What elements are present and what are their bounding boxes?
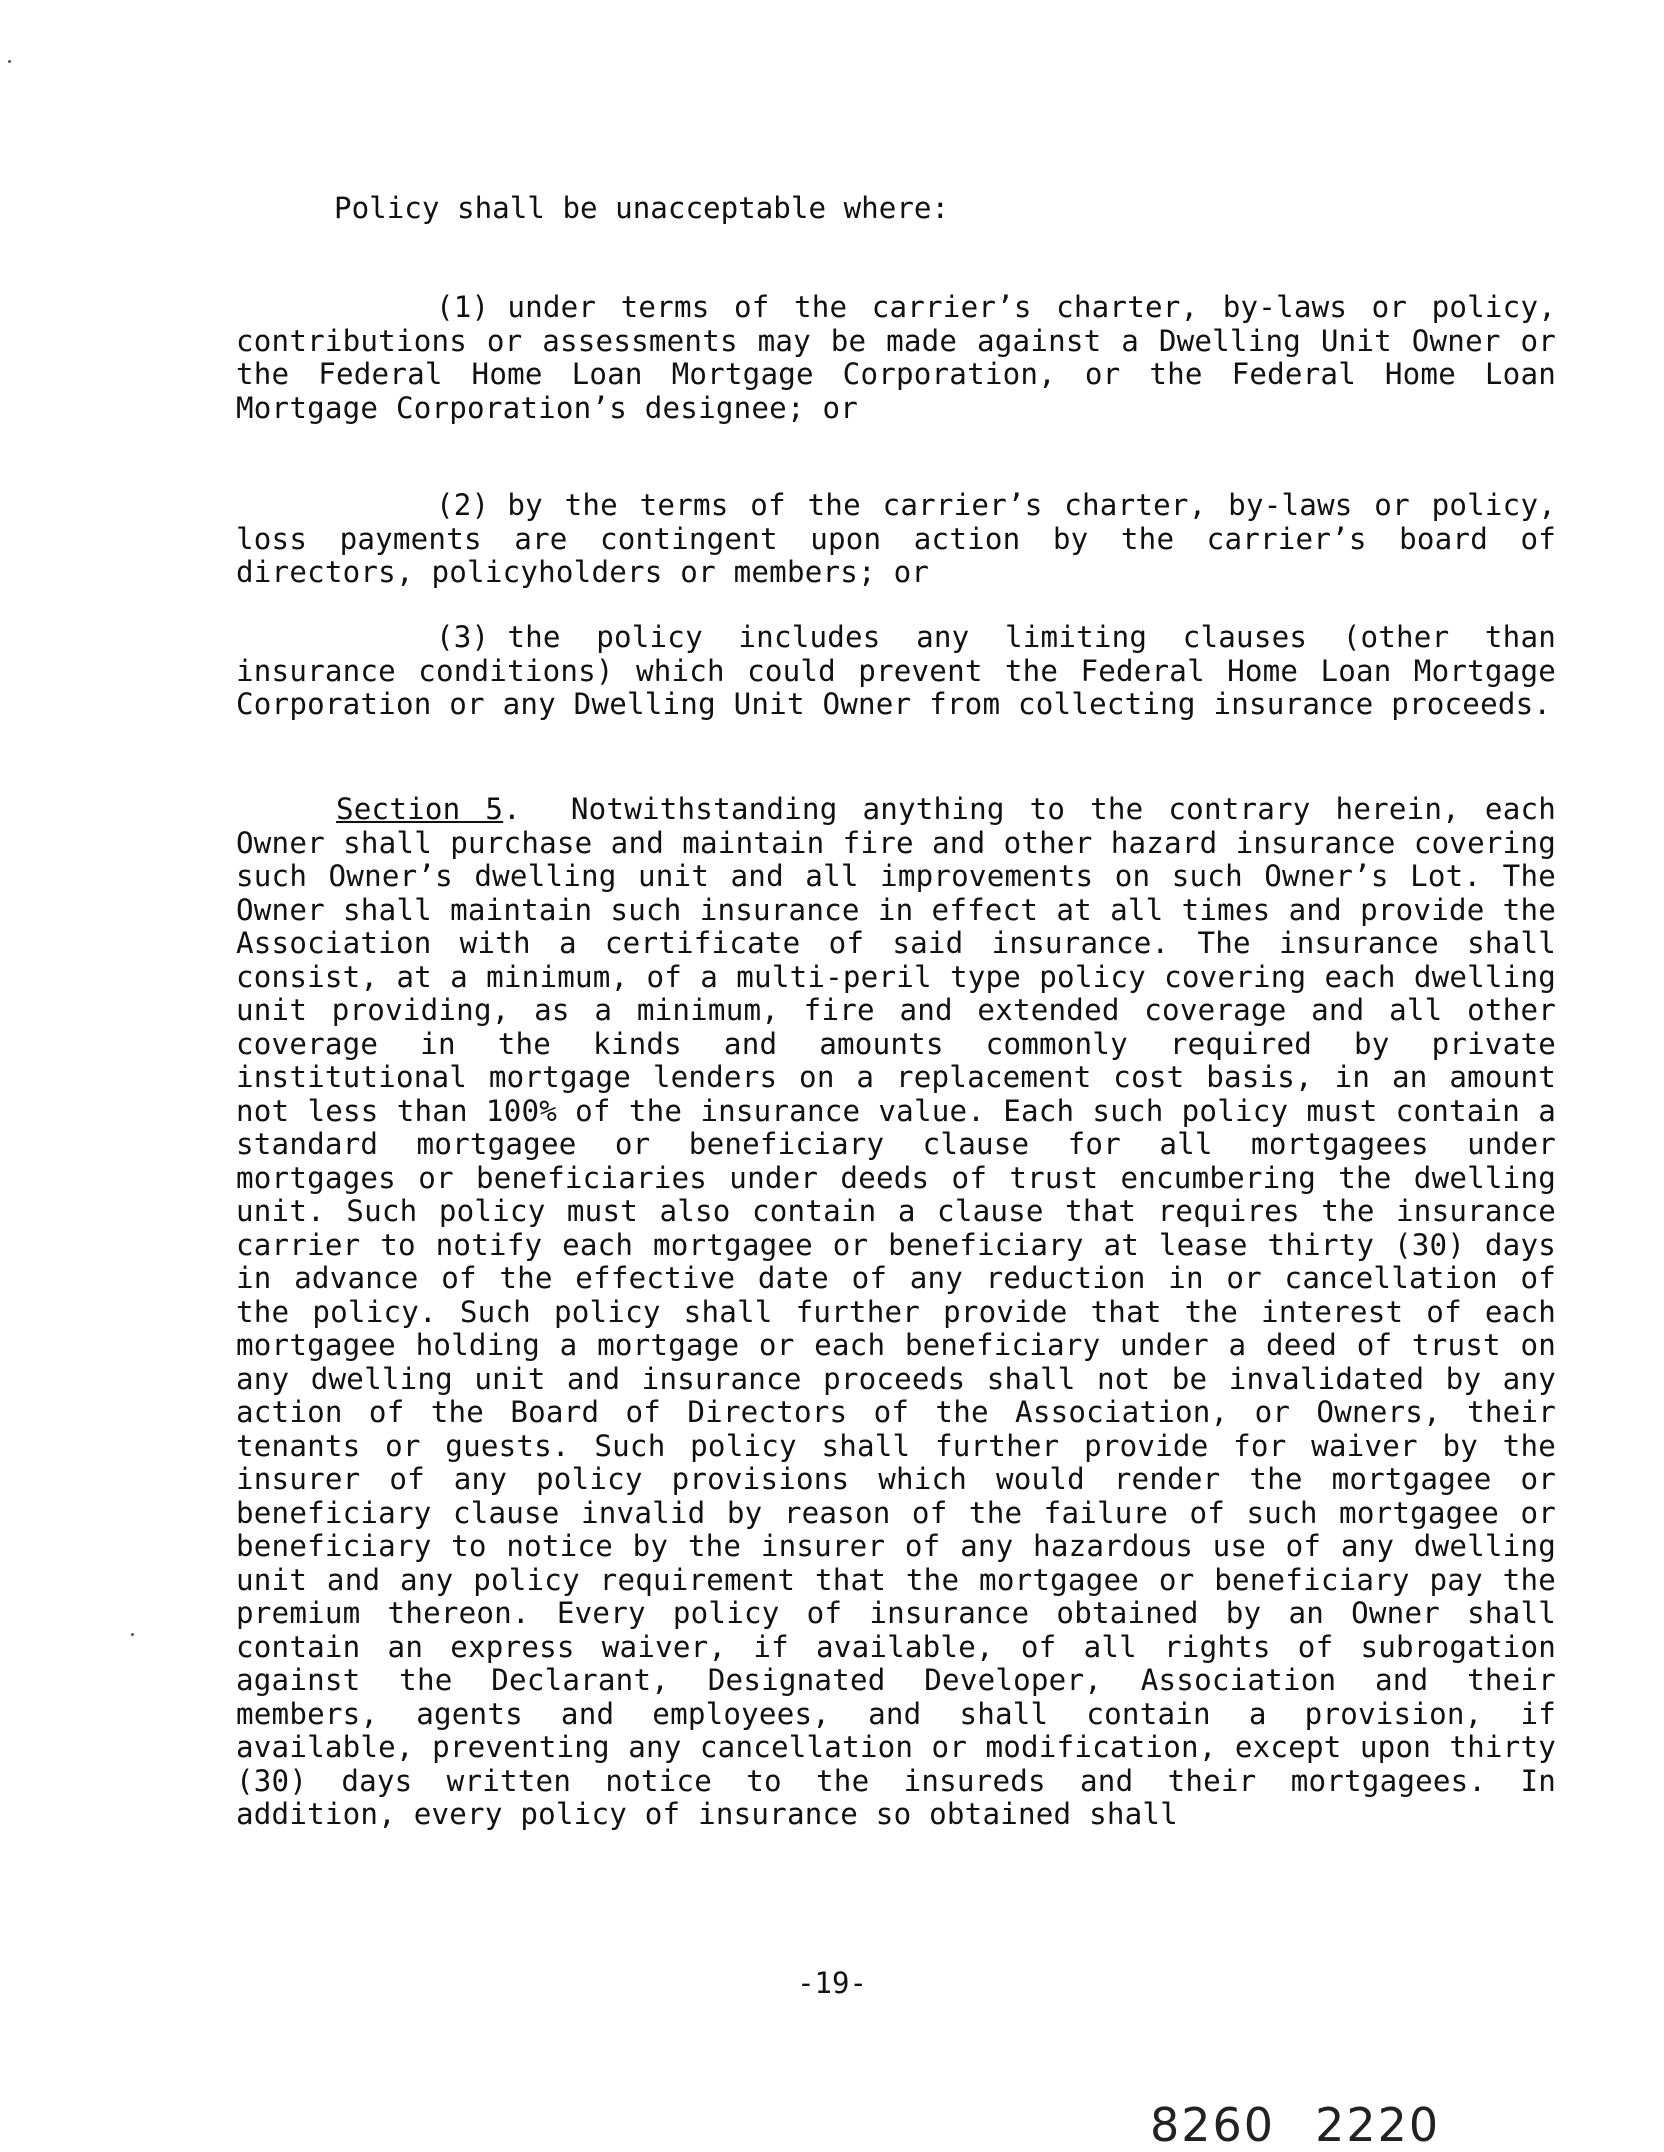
doc-id-book: 8260 xyxy=(1150,2098,1276,2152)
clause-item-2-text xyxy=(236,489,1556,590)
scan-speck xyxy=(8,60,11,63)
section-5 xyxy=(236,764,1556,1861)
clause-item-3-number: (3) xyxy=(436,620,490,655)
page-number: -19- xyxy=(797,1966,867,2000)
doc-id-page: 2220 xyxy=(1315,2098,1441,2152)
clause-item-1-text xyxy=(236,291,1556,425)
section-5-body: Notwithstanding anything to the contrary herein, each Owner shall purchase and maintain fire and other hazard insurance covering such Owner’s dwelling unit and all improvements on such Owner’s Lot. The Owner shall maintain such insurance in effect at all times and provide the Association with a certificate of said insurance. The insurance shall consist, at a minimum, of a multi-peril type policy covering each dwelling unit providing, as a minimum, fire and extended coverage and all other coverage in the kinds and amounts commonly required by private institutional mortgage lenders on a replacement cost basis, in an amount not less than 100% of the insurance value. Each such policy must contain a standard mortgagee or beneficiary clause for all mortgagees under mortgages or beneficiaries under deeds of trust encumbering the dwelling unit. Such policy must also contain a clause that requires the insurance carrier to notify each mortgagee or beneficiary at lease thirty (30) days in advance of the effective date of any reduction in or cancellation of the policy. Such policy shall further provide that the interest of each mortgagee holding a mortgage or each beneficiary under a deed of trust on any dwelling unit and insurance proceeds shall not be invalidated by any action of the Board of Directors of the Association, or Owners, their tenants or guests. Such policy shall further provide for waiver by the insurer of any policy provisions which would render the mortgagee or beneficiary clause invalid by reason of the failure of such mortgagee or beneficiary to notice by the insurer of any hazardous use of any dwelling unit and any policy requirement that the mortgagee or beneficiary pay the premium thereon. Every policy of insurance obtained by an Owner shall contain an express waiver, if available, of all rights of subrogation against the Declarant, Designated Developer, Association and their members, agents and employees, and shall contain a provision, if available, preventing any cancellation or modification, except upon thirty (30) days written notice to the insureds and their mortgagees. In addition, every policy of insurance so obtained shall xyxy=(236,792,1557,1832)
clause-item-3 xyxy=(236,592,1556,751)
clause-item-2-body: by the terms of the carrier’s charter, by-laws or policy, loss payments are contingent upon action by the carrier’s board of directors, policyholders or members; or xyxy=(236,488,1556,590)
clause-item-2-number: (2) xyxy=(436,488,490,523)
clause-item-1-number: (1) xyxy=(436,290,490,325)
intro-line: Policy shall be unacceptable where: xyxy=(334,191,950,225)
section-5-heading: Section 5 xyxy=(336,792,504,827)
clause-item-1-body: under terms of the carrier’s charter, by-laws or policy, contributions or assessments may be made against a Dwelling Unit Owner or the Federal Home Loan Mortgage Corporation, or the Federal Home Loan Mortgage Corporation’s designee; or xyxy=(236,290,1556,425)
scan-speck xyxy=(131,1633,134,1636)
clause-item-3-text xyxy=(236,621,1556,722)
section-5-paragraph xyxy=(236,793,1556,1832)
section-5-heading-punct: . xyxy=(503,792,521,827)
clause-item-1 xyxy=(236,262,1556,454)
clause-item-3-body: the policy includes any limiting clauses (other than insurance conditions) which could prevent the Federal Home Loan Mortgage Corporation or any Dwelling Unit Owner from collecting insurance proceeds. xyxy=(236,620,1556,722)
